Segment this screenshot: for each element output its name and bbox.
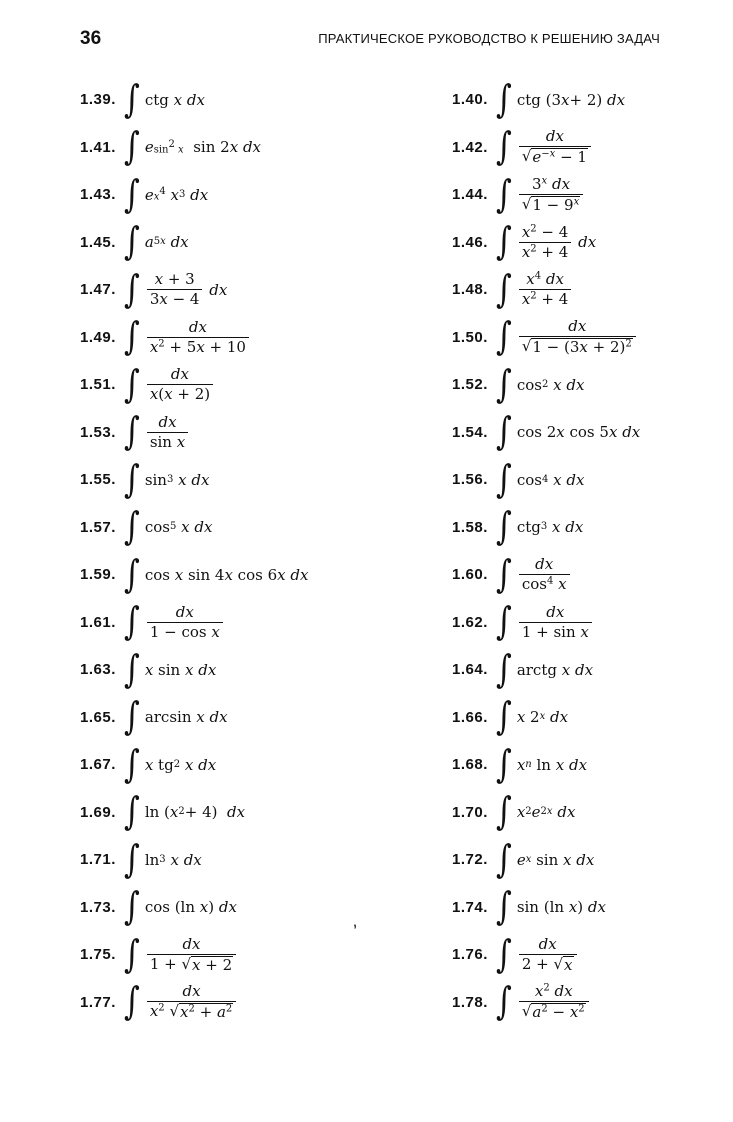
integrand: dx √ $1 - (3x + 2)^2$ bbox=[517, 318, 638, 357]
integrand: dx 2 + √ x bbox=[517, 936, 579, 975]
problem-1-65: 1.65. ∫ arcsin x dx bbox=[80, 694, 228, 739]
integral-sign: ∫ bbox=[495, 219, 512, 264]
problem-1-49: 1.49. ∫ $\frac{dx}{x^2 + 5x + 10}$ bbox=[80, 314, 410, 362]
integrand: x 2 x dx bbox=[516, 708, 569, 727]
integral-sign: ∫ bbox=[123, 979, 140, 1024]
problem-1-39: 1.39. ∫ ctg x dx bbox=[80, 76, 205, 121]
integrand: ln ( x 2 + 4) dx bbox=[144, 803, 246, 822]
problem-1-56: 1.56. ∫ cos 4 x dx bbox=[452, 456, 585, 501]
problem-1-58: 1.58. ∫ ctg 3 x dx bbox=[452, 504, 584, 549]
integral-sign: ∫ bbox=[495, 266, 512, 311]
integrand: cos x sin 4 x cos 6 x dx bbox=[144, 565, 309, 584]
integral-sign: ∫ bbox=[123, 266, 140, 311]
problem-1-69: 1.69. ∫ ln ( x 2 + 4) dx bbox=[80, 789, 246, 834]
integral-sign: ∫ bbox=[123, 646, 140, 691]
problem-1-47: 1.47. ∫ $\frac{x + 3}{3x - 4}$ dx bbox=[80, 266, 228, 311]
integral-sign: ∫ bbox=[123, 361, 140, 406]
integrand: $x^2$ dx √ $a^2 - x^2$ bbox=[517, 983, 591, 1022]
integral-sign: ∫ bbox=[123, 741, 140, 786]
problem-1-40: 1.40. ∫ ctg (3 x + 2) dx bbox=[452, 76, 626, 121]
integral-sign: ∫ bbox=[495, 599, 512, 644]
integral-sign: ∫ bbox=[123, 789, 140, 834]
problem-1-50: 1.50. ∫ dx √ $1 - (3x + 2)^2$ bbox=[452, 314, 712, 362]
integral-sign: ∫ bbox=[123, 836, 140, 881]
integrand: cos 2 x dx bbox=[516, 375, 585, 394]
integrand: e $\sin^2 x$ sin 2 x dx bbox=[144, 138, 262, 157]
integrand: $\frac{dx}{x^2 + 5x + 10}$ bbox=[145, 319, 251, 357]
integrand: 3$^x$ dx √ $1 - 9^x$ bbox=[517, 176, 585, 215]
problem-1-52: 1.52. ∫ cos 2 x dx bbox=[452, 361, 585, 406]
integrand: ctg x dx bbox=[144, 90, 205, 109]
integrand: cos 5 x dx bbox=[144, 518, 213, 537]
integral-sign: ∫ bbox=[495, 694, 512, 739]
problem-1-59: 1.59. ∫ cos x sin 4 x cos 6 x dx bbox=[80, 551, 309, 596]
problem-1-64: 1.64. ∫ arctg x dx bbox=[452, 646, 594, 691]
integrand: $\frac{dx}{x(x + 2)}$ bbox=[145, 366, 215, 404]
integral-sign: ∫ bbox=[495, 979, 512, 1024]
integrand: sin (ln x ) dx bbox=[516, 898, 606, 917]
problem-1-55: 1.55. ∫ sin 3 x dx bbox=[80, 456, 210, 501]
problem-1-41: 1.41. ∫ e $\sin^2 x$ sin 2 x dx bbox=[80, 124, 262, 169]
problem-1-74: 1.74. ∫ sin (ln x ) dx bbox=[452, 884, 606, 929]
integrand: dx 1 + √ x + 2 bbox=[145, 936, 238, 975]
problem-1-57: 1.57. ∫ cos 5 x dx bbox=[80, 504, 213, 549]
problem-1-73: 1.73. ∫ cos (ln x ) dx bbox=[80, 884, 237, 929]
integrand: e x sin x dx bbox=[516, 850, 595, 869]
integral-sign: ∫ bbox=[123, 124, 140, 169]
integrand: ctg 3 x dx bbox=[516, 518, 584, 537]
right-column bbox=[452, 76, 712, 1026]
problem-1-76: 1.76. ∫ dx 2 + √ x bbox=[452, 931, 712, 979]
integrand: cos 4 x dx bbox=[516, 470, 585, 489]
integral-sign: ∫ bbox=[495, 931, 512, 976]
problem-1-63: 1.63. ∫ x sin x dx bbox=[80, 646, 217, 691]
integrand: $\frac{dx}{\cos^4 x}$ bbox=[517, 556, 572, 594]
integrand: x 2 e 2x dx bbox=[516, 803, 576, 822]
problem-1-67: 1.67. ∫ x tg 2 x dx bbox=[80, 741, 217, 786]
integral-sign: ∫ bbox=[123, 219, 140, 264]
problem-1-45: 1.45. ∫ a 5x dx bbox=[80, 219, 189, 264]
problem-1-51: 1.51. ∫ $\frac{dx}{x(x + 2)}$ bbox=[80, 361, 410, 409]
integral-sign: ∫ bbox=[495, 504, 512, 549]
integral-sign: ∫ bbox=[123, 599, 140, 644]
problem-1-54: 1.54. ∫ cos 2 x cos 5 x dx bbox=[452, 409, 641, 454]
problem-1-68: 1.68. ∫ x n ln x dx bbox=[452, 741, 588, 786]
integrand: $\frac{x^2 - 4}{x^2 + 4}$ dx bbox=[517, 224, 596, 262]
integrand: dx $x^2$ √ $x^2 + a^2$ bbox=[145, 983, 238, 1022]
problem-1-44: 1.44. ∫ 3$^x$ dx √ $1 - 9^x$ bbox=[452, 171, 712, 219]
integrand: $\frac{dx}{\text{1 + sin x}}$ bbox=[517, 604, 594, 642]
integral-sign: ∫ bbox=[495, 551, 512, 596]
integrand: arcsin x dx bbox=[144, 708, 228, 727]
integral-sign: ∫ bbox=[495, 124, 512, 169]
integrand: e $x^4$ x 3 dx bbox=[144, 185, 209, 204]
problem-1-60: 1.60. ∫ $\frac{dx}{\cos^4 x}$ bbox=[452, 551, 712, 599]
integral-sign: ∫ bbox=[123, 884, 140, 929]
problem-1-71: 1.71. ∫ ln 3 x dx bbox=[80, 836, 202, 881]
integrand: ln 3 x dx bbox=[144, 850, 202, 869]
integral-sign: ∫ bbox=[495, 836, 512, 881]
stray-pen-mark: , bbox=[345, 911, 360, 932]
integral-sign: ∫ bbox=[123, 694, 140, 739]
integral-sign: ∫ bbox=[495, 789, 512, 834]
integrand: cos (ln x ) dx bbox=[144, 898, 237, 917]
integral-sign: ∫ bbox=[495, 171, 512, 216]
integral-sign: ∫ bbox=[123, 456, 140, 501]
problem-1-72: 1.72. ∫ e x sin x dx bbox=[452, 836, 595, 881]
integrand: $\frac{x^4 dx}{x^2 + 4}$ bbox=[517, 271, 574, 309]
integral-sign: ∫ bbox=[495, 76, 512, 121]
problem-1-75: 1.75. ∫ dx 1 + √ x + 2 bbox=[80, 931, 410, 979]
integrand: sin 3 x dx bbox=[144, 470, 210, 489]
problem-1-77: 1.77. ∫ dx $x^2$ √ $x^2 + a^2$ bbox=[80, 979, 410, 1027]
page-header bbox=[80, 28, 660, 50]
problem-1-48: 1.48. ∫ $\frac{x^4 dx}{x^2 + 4}$ bbox=[452, 266, 712, 314]
problem-1-53: 1.53. ∫ $\frac{dx}{\text{sin x}}$ bbox=[80, 409, 410, 457]
problem-1-62: 1.62. ∫ $\frac{dx}{\text{1 + sin x}}$ bbox=[452, 599, 712, 647]
problem-1-61: 1.61. ∫ $\frac{dx}{\text{1 − cos x}}$ bbox=[80, 599, 410, 647]
integrand: x sin x dx bbox=[144, 660, 217, 679]
problem-1-43: 1.43. ∫ e $x^4$ x 3 dx bbox=[80, 171, 209, 216]
problem-1-78: 1.78. ∫ $x^2$ dx √ $a^2 - x^2$ bbox=[452, 979, 712, 1027]
integral-sign: ∫ bbox=[123, 76, 140, 121]
integrand: ctg (3 x + 2) dx bbox=[516, 90, 626, 109]
integrand: $\frac{x + 3}{3x - 4}$ dx bbox=[145, 271, 228, 309]
problem-1-70: 1.70. ∫ x 2 e 2x dx bbox=[452, 789, 576, 834]
integral-sign: ∫ bbox=[495, 456, 512, 501]
problem-1-42: 1.42. ∫ dx √ $e^{-x} - 1$ bbox=[452, 124, 712, 172]
integral-sign: ∫ bbox=[495, 884, 512, 929]
running-title: ПРАКТИЧЕСКОЕ РУКОВОДСТВО К РЕШЕНИЮ ЗАДАЧ bbox=[318, 31, 660, 46]
integral-sign: ∫ bbox=[495, 314, 512, 359]
integral-sign: ∫ bbox=[123, 931, 140, 976]
integral-sign: ∫ bbox=[495, 646, 512, 691]
integral-sign: ∫ bbox=[123, 504, 140, 549]
integrand: dx √ $e^{-x} - 1$ bbox=[517, 128, 593, 167]
integrand: x tg 2 x dx bbox=[144, 755, 217, 774]
integrand: cos 2 x cos 5 x dx bbox=[516, 423, 641, 442]
integral-sign: ∫ bbox=[495, 409, 512, 454]
integrand: $\frac{dx}{\text{sin x}}$ bbox=[145, 414, 190, 452]
integrand: $\frac{dx}{\text{1 − cos x}}$ bbox=[145, 604, 225, 642]
integral-sign: ∫ bbox=[123, 409, 140, 454]
integrand: a 5x dx bbox=[144, 233, 189, 252]
integral-sign: ∫ bbox=[495, 361, 512, 406]
integral-sign: ∫ bbox=[123, 171, 140, 216]
integrand: x n ln x dx bbox=[516, 755, 588, 774]
left-column bbox=[80, 76, 410, 1026]
integral-sign: ∫ bbox=[123, 314, 140, 359]
problem-1-46: 1.46. ∫ $\frac{x^2 - 4}{x^2 + 4}$ dx bbox=[452, 219, 597, 264]
integral-sign: ∫ bbox=[123, 551, 140, 596]
integral-sign: ∫ bbox=[495, 741, 512, 786]
integrand: arctg x dx bbox=[516, 660, 594, 679]
problem-1-66: 1.66. ∫ x 2 x dx bbox=[452, 694, 569, 739]
page-number: 36 bbox=[80, 28, 102, 49]
